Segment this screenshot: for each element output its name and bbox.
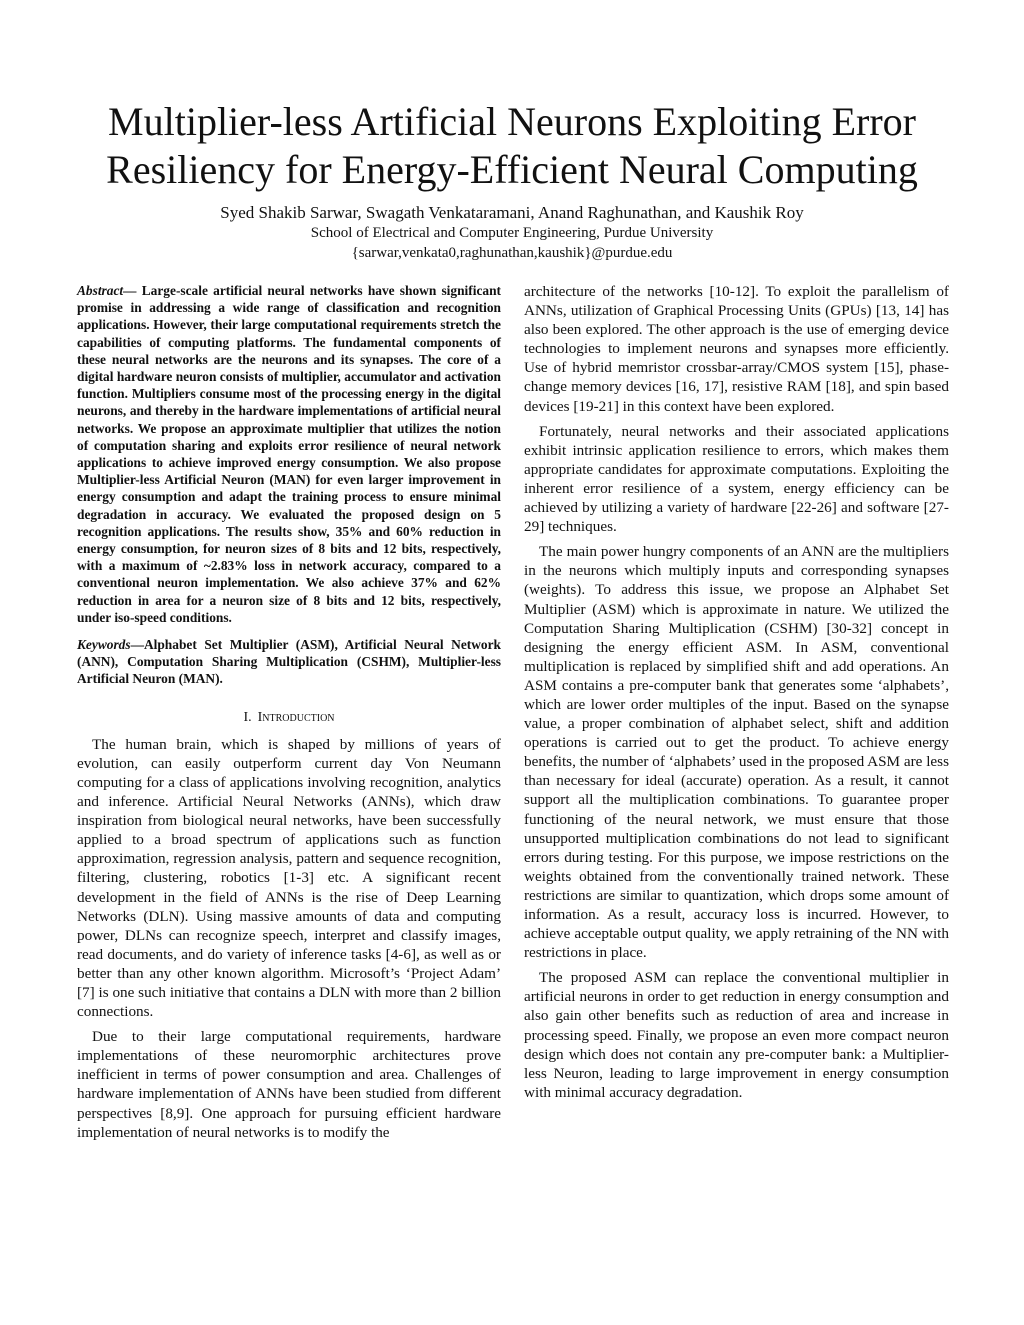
section-title: Introduction — [257, 709, 335, 725]
abstract-label: Abstract— — [77, 283, 137, 298]
body-paragraph: The main power hungry components of an ANN are the multipliers in the neurons which multiply inputs and corresponding synapses (weights). To address this issue, we propose an Alphabet Set Multiplier (ASM) which is approximate in nature. We utilized the Computation Sharing Multiplication (CSHM) [30-32] concept in designing the energy efficient ASM. In ASM, conventional multiplication is replaced by simplified shift and add operations. An ASM contains a pre-computer bank that generates some ‘alphabets’, which are lower order multiples of the input. Based on the synapse value, a proper combination of alphabet select, shift and addition operations is carried out to get the product. To achieve energy benefits, the number of ‘alphabets’ used in the proposed ASM are less than necessary for ideal (accurate) operation. As a result, it cannot support all the multiplication combinations. To guarantee proper functioning of the neural network, we must ensure that those unsupported multiplication combinations do not lead to significant errors during testing. For this purpose, we impose restrictions on the weights obtained from the conventionally trained network. These restrictions are similar to quantization, which drops some amount of information. As a result, accuracy loss is incurred. However, to achieve acceptable output quality, we apply retraining of the NN with restrictions in place. — [524, 543, 949, 962]
body-paragraph: Due to their large computational requirements, hardware implementations of these neuromorphic architectures prove inefficient in terms of power consumption and area. Challenges of hardware implementation of ANNs have been studied from different perspectives [8,9]. One approach for pursuing efficient hardware implementation of neural networks is to modify the — [77, 1028, 501, 1141]
title-line-2: Resiliency for Energy-Efficient Neural Computing — [106, 147, 918, 192]
keywords-text: —Alphabet Set Multiplier (ASM), Artificial Neural Network (ANN), Computation Sharing Multiplication (CSHM), Multiplier-less Artificial Neuron (MAN). — [77, 637, 501, 687]
body-paragraph: The human brain, which is shaped by millions of years of evolution, can easily outperform current day Von Neumann computing for a class of applications involving recognition, analytics and inference. Artificial Neural Networks (ANNs), which draw inspiration from biological neural networks, have been successfully applied to a broad spectrum of applications such as function approximation, regression analysis, pattern and sequence recognition, filtering, clustering, robotics [1-3] etc. A significant recent development in the field of ANNs is the rise of Deep Learning Networks (DLN). Using massive amounts of data and computing power, DLNs can recognize speech, interpret and classify images, read documents, and do variety of inference tasks [4-6], as well as or better than any other known algorithm. Microsoft’s ‘Project Adam’ [7] is one such initiative that contains a DLN with more than 2 billion connections. — [77, 735, 501, 1021]
abstract-text: Large-scale artificial neural networks have shown significant promise in addressing a wide range of classification and recognition applications. However, their large computational requirements stretch the capabilities of computing platforms. The fundamental components of these neural networks are the neurons and its synapses. The core of a digital hardware neuron consists of multiplier, accumulator and activation function. Multipliers consume most of the processing energy in the digital neurons, and thereby in the hardware implementations of artificial neural networks. We propose an approximate multiplier that utilizes the notion of computation sharing and exploits error resilience of neural network applications to achieve improved energy consumption. We also propose Multiplier-less Artificial Neuron (MAN) for even larger improvement in energy consumption and adapt the training process to ensure minimal degradation in accuracy. We evaluated the proposed design on 5 recognition applications. The results show, 35% and 60% reduction in energy consumption, for neuron sizes of 8 bits and 12 bits, respectively, with a maximum of ~2.83% loss in network accuracy, compared to a conventional neuron implementation. We also achieve 37% and 62% reduction in area for a neuron size of 8 bits and 12 bits, respectively, under iso-speed conditions. — [77, 283, 501, 625]
author-list: Syed Shakib Sarwar, Swagath Venkataramani, Anand Raghunathan, and Kaushik Roy — [220, 203, 804, 222]
body-paragraph: The proposed ASM can replace the conventional multiplier in artificial neurons in order to get reduction in energy consumption and also gain other benefits such as reduction of area and increase in processing speed. Finally, we propose an even more compact neuron design which does not contain any pre-computer bank: a Multiplier-less Neuron, leading to large improvement in energy consumption with minimal accuracy degradation. — [524, 969, 949, 1101]
author-emails: {sarwar,venkata0,raghunathan,kaushik}@purdue.edu — [351, 245, 673, 261]
title-line-1: Multiplier-less Artificial Neurons Exploiting Error — [108, 99, 916, 144]
paper-title — [40, 98, 984, 194]
section-heading-introduction — [77, 708, 501, 727]
left-column — [77, 282, 501, 1148]
abstract — [77, 282, 501, 626]
keywords — [77, 636, 501, 688]
affiliation: School of Electrical and Computer Engineering, Purdue University — [310, 225, 714, 241]
section-number: I. — [243, 709, 252, 725]
body-paragraph-continued: architecture of the networks [10-12]. To exploit the parallelism of ANNs, utilization of Graphical Processing Units (GPUs) [13, 14] has also been explored. The other approach is the use of emerging device technologies to implement neurons and synapses more efficiently. Use of hybrid memristor crossbar-array/CMOS system [15], phase-change memory devices [16, 17], resistive RAM [18], and spin based devices [19-21] in this context have been explored. — [524, 283, 949, 415]
keywords-label: Keywords — [77, 637, 131, 653]
body-paragraph: Fortunately, neural networks and their associated applications exhibit intrinsic application resilience to errors, which makes them appropriate candidates for approximate computations. Exploiting the inherent error resilience of a system, energy efficiency can be achieved by utilizing a variety of hardware [22-26] and software [27-29] techniques. — [524, 422, 949, 536]
right-column — [524, 282, 949, 1108]
